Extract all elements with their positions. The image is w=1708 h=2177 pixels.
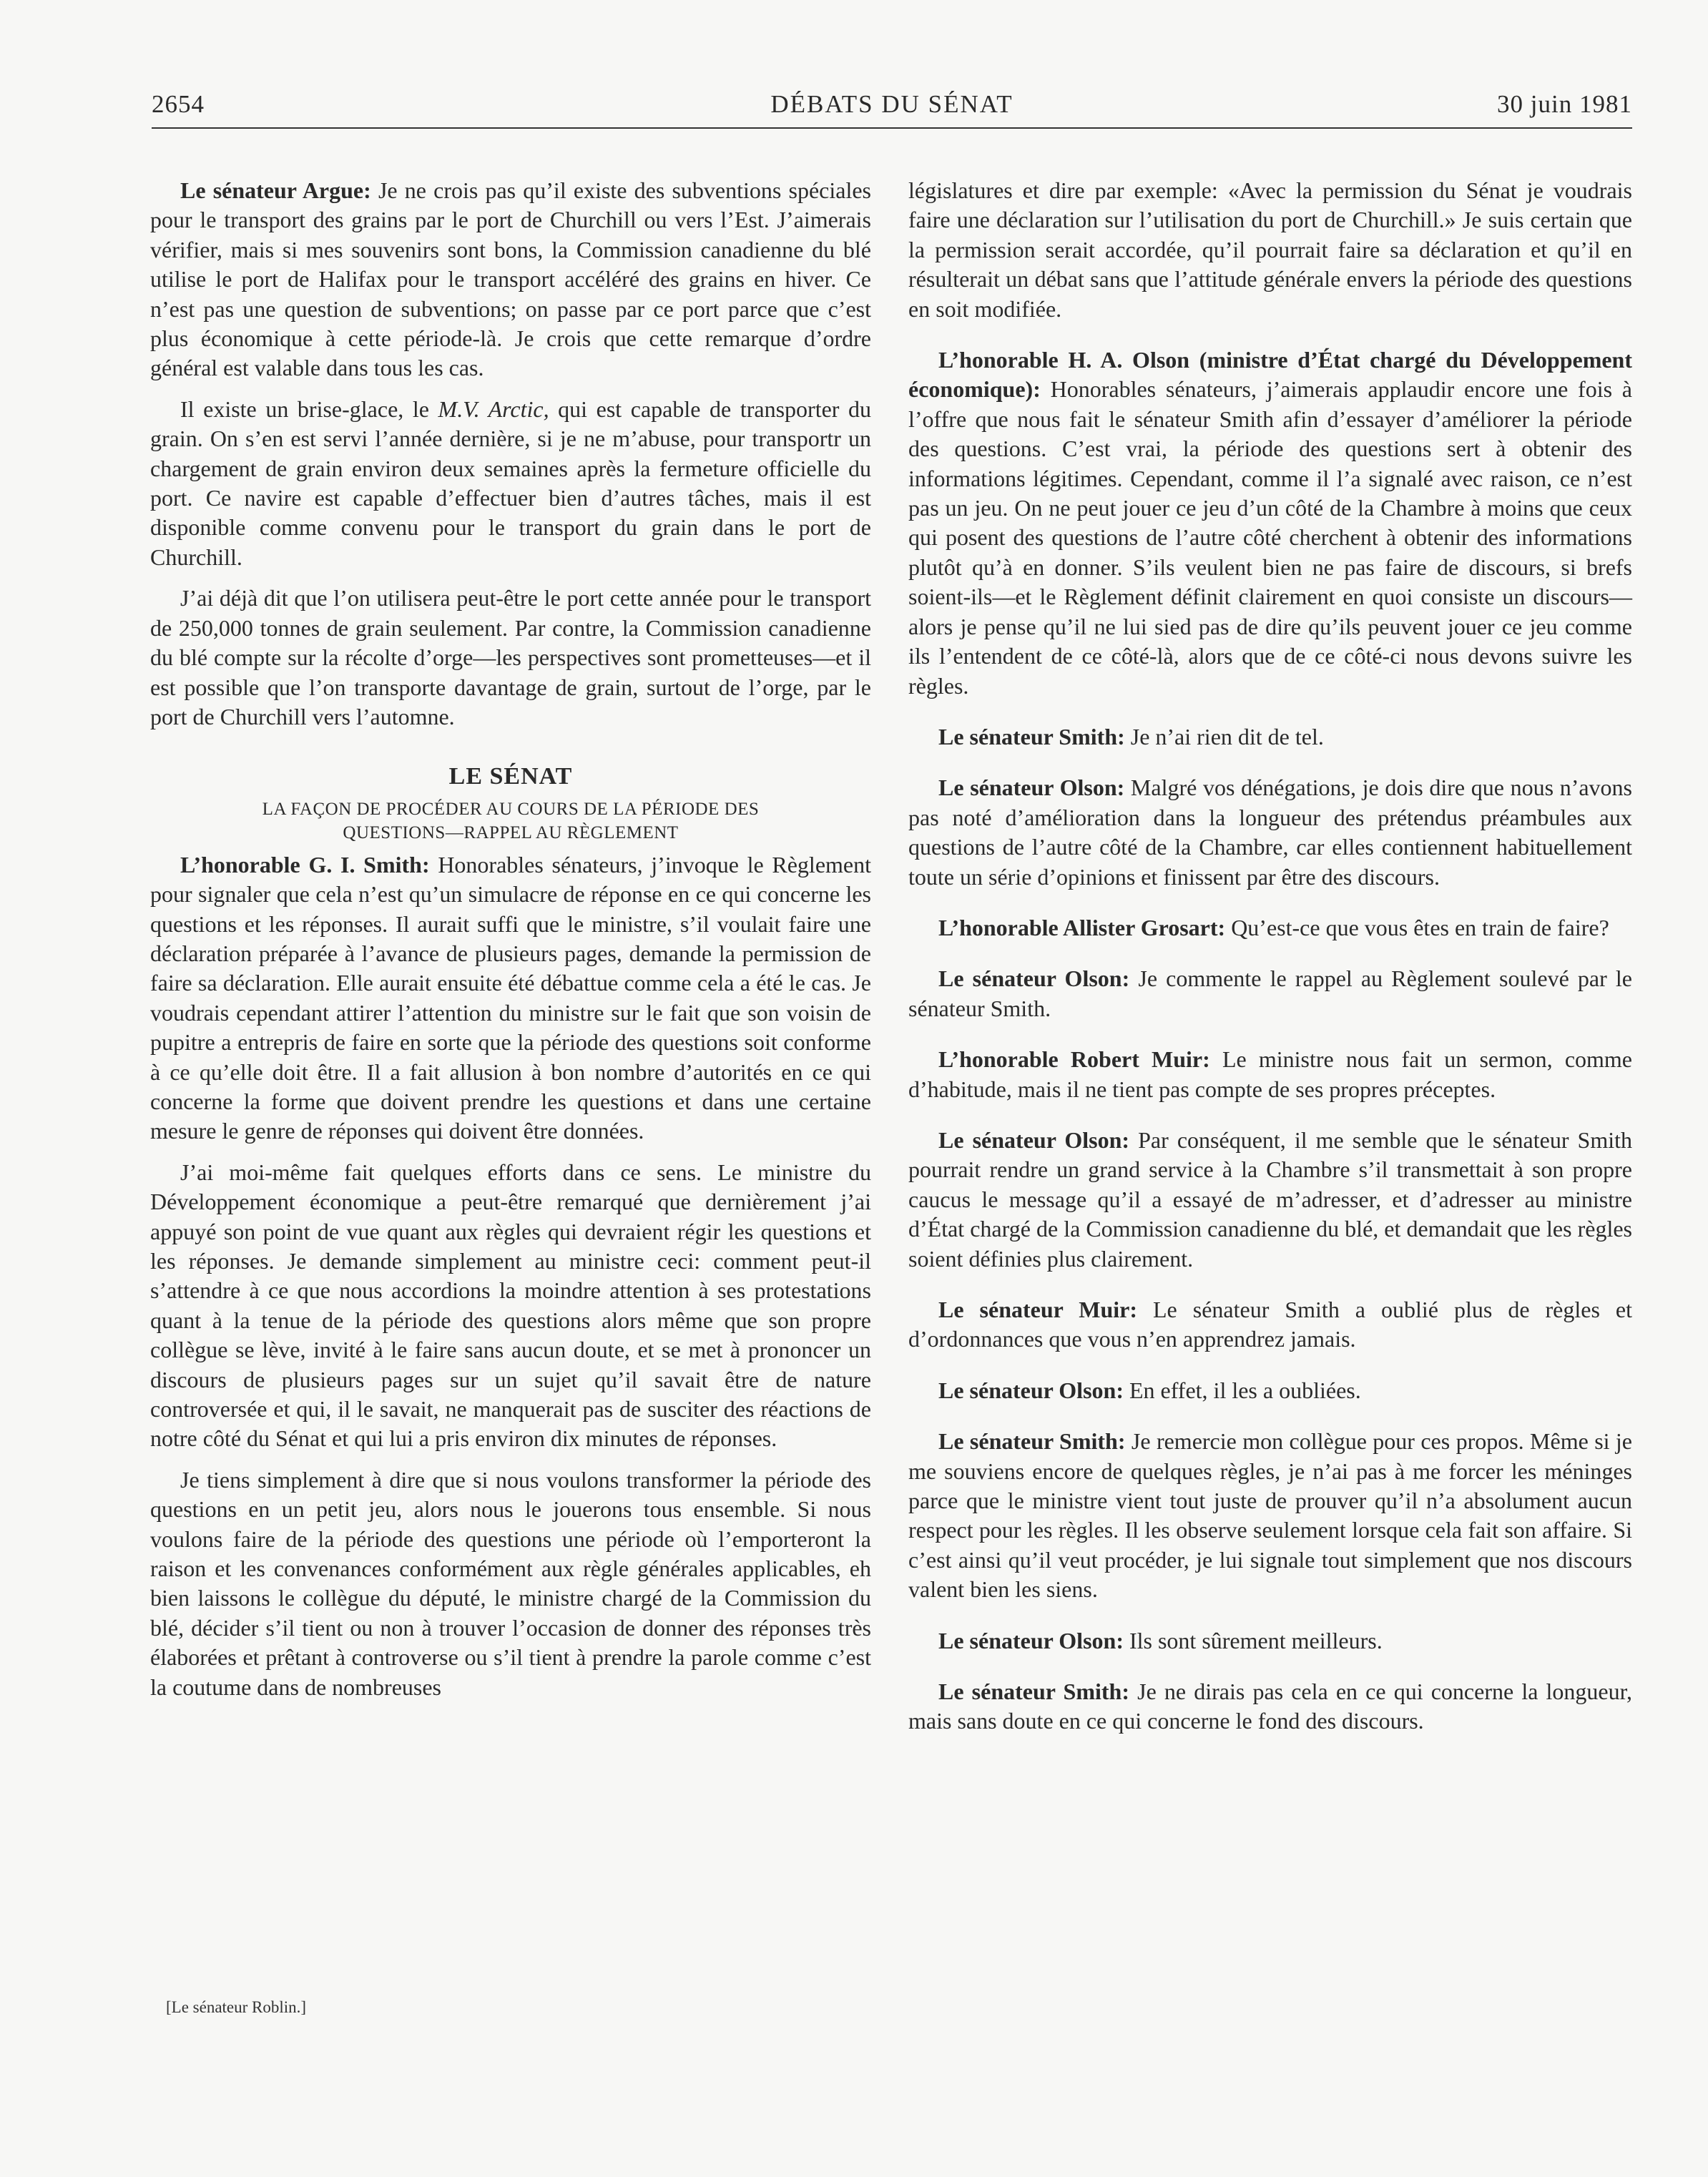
paragraph (908, 1427, 1632, 1604)
speech-text: Je ne crois pas qu’il existe des subventions spéciales pour le transport des grains par le port de Churchill ou vers l’Est. J’aimerais vérifier, mais si mes souvenirs sont bons, la Commission canadienne du blé utilise le port de Halifax pour le transport accéléré des grains en hiver. Ce n’est pas une question de subventions; on passe par ce port parce que c’est plus économique à cette période-là. Je crois que cette remarque d’ordre général est valable dans tous les cas. (150, 177, 872, 381)
speaker-name: Le sénateur Olson: (938, 1377, 1124, 1403)
speaker-name: Le sénateur Olson: (938, 965, 1130, 992)
speech-text: Je n’ai rien dit de tel. (1124, 723, 1324, 750)
speech-text: Le sénateur Smith a oublié plus de règles et d’ordonnances que vous n’en apprendrez jamais. (908, 1297, 1633, 1352)
speaker-name: Le sénateur Muir: (938, 1297, 1138, 1322)
paragraph (150, 850, 871, 1146)
speech-text: Ils sont sûrement meilleurs. (1123, 1627, 1383, 1653)
speaker-name: Le sénateur Smith: (938, 1679, 1129, 1705)
publication-date: 30 juin 1981 (1497, 90, 1632, 118)
speech-text: Je commente le rappel au Règlement soulevé par le sénateur Smith. (908, 965, 1633, 1021)
header-rule (152, 127, 1632, 129)
paragraph: Je tiens simplement à dire que si nous voulons transformer la période des questions en un petit jeu, alors nous le jouerons tous ensemble. Si nous voulons faire de la période des questions une période où l’emporteront la raison et les convenances conformément aux règle générales applicables, eh bien laissons le collègue du député, le ministre chargé de la Commission du blé, décider s’il tient ou non à trouver l’occasion de donner des réponses très élaborées et prêtant à controverse ou s’il tient à prendre la parole comme c’est la coutume dans de nombreuses (150, 1466, 871, 1700)
footnote: [Le sénateur Roblin.] (166, 1998, 307, 2016)
speaker-name: Le sénateur Smith: (938, 1428, 1126, 1455)
speech-text: En effet, il les a oubliées. (1123, 1377, 1361, 1403)
speech-text: Honorables sénateurs, j’aimerais applaudir encore une fois à l’offre que nous fait le sénateur Smith afin d’essayer d’améliorer la période des questions. C’est vrai, la période des questions sert à obtenir des informations légitimes. Cependant, comme il l’a signalé avec raison, ce n’est pas un jeu. On ne peut jouer ce jeu d’un côté de la Chambre à moins que ceux qui posent des questions de l’autre côté cherchent à obtenir des informations plutôt qu’à en donner. S’ils veulent bien ne pas faire de discours, si brefs soient-ils—et le Règlement définit clairement en quoi consiste un discours—alors je pense qu’il ne lui sied pas de dire qu’ils peuvent jouer ce jeu comme ils l’entendent de ce côté-là, alors que de ce côté-ci nous devons suivre les règles. (908, 376, 1632, 699)
speech-text: Malgré vos dénégations, je dois dire que nous n’avons pas noté d’amélioration dans la longueur des prétendus préambules aux questions de l’autre côté de la Chambre, car elles contiennent habituellement toute un série d’opinions et finissent par être des discours. (908, 775, 1633, 890)
paragraph: J’ai déjà dit que l’on utilisera peut-être le port cette année pour le transport de 250,000 tonnes de grain seulement. Par contre, la Commission canadienne du blé compte sur la récolte d’orge—les perspectives sont prometteuses—et il est possible que l’on transporte davantage de grain, surtout de l’orge, par le port de Churchill vers l’automne. (150, 585, 871, 729)
paragraph: J’ai moi-même fait quelques efforts dans ce sens. Le ministre du Développement économique a peut-être remarqué que dernièrement j’ai appuyé son point de vue quant aux règles qui devraient régir les questions et les réponses. Je demande simplement au ministre ceci: comment peut-il s’attendre à ce que nous accordions la moindre attention à ses protestations quant à la tenue de la période des questions alors même que son propre collègue se lève, invité à le faire sans aucun doute, et se met à prononcer un discours de plusieurs pages sur un sujet qu’il savait être de nature controversée et qui, il le savait, ne manquerait pas de susciter des réactions de notre côté du Sénat et qui lui a pris environ dix minutes de réponses. (150, 1159, 871, 1452)
speech-text: Je ne dirais pas cela en ce qui concerne la longueur, mais sans doute en ce qui concerne le fond des discours. (908, 1679, 1632, 1734)
page-number: 2654 (152, 90, 205, 118)
paragraph (908, 1126, 1632, 1274)
publication-title: DÉBATS DU SÉNAT (770, 90, 1013, 118)
paragraph (908, 1626, 1632, 1656)
section-subtitle-line: QUESTIONS—RAPPEL AU RÈGLEMENT (343, 822, 679, 842)
speaker-name: Le sénateur Olson: (938, 1627, 1124, 1653)
paragraph (908, 913, 1632, 943)
paragraph (908, 964, 1632, 1023)
paragraph (150, 395, 871, 572)
speech-text: Le ministre nous fait un sermon, comme d’habitude, mais il ne tient pas compte de ses propres préceptes. (908, 1046, 1633, 1102)
speech-text: Qu’est-ce que vous êtes en train de faire? (1225, 914, 1609, 940)
paragraph (908, 1376, 1632, 1405)
speaker-name: Le sénateur Olson: (938, 775, 1125, 801)
speech-text: qui est capable de transporter du grain. On s’en est servi l’année dernière, si je ne m’abuse, pour transportr un chargement de grain environ deux semaines après la fermeture officielle du port. Ce navire est capable d’effectuer bien d’autres tâches, mais il est disponible comme convenu pour le transport du grain dans le port de Churchill. (150, 395, 872, 570)
paragraph: législatures et dire par exemple: «Avec la permission du Sénat je voudrais faire une déclaration sur l’utilisation du port de Churchill.» Je suis certain que la permission serait accordée, qu’il pourrait faire sa déclaration et qu’il en résulterait un débat sans que l’attitude générale envers la période des questions en soit modifiée. (908, 177, 1632, 322)
paragraph (908, 1295, 1632, 1355)
paragraph (150, 176, 871, 383)
speech-text: Je remercie mon collègue pour ces propos. Même si je me souviens encore de quelques règles, je n’ai pas à me forcer les méninges parce que le ministre vient tout juste de prouver qu’il n’a absolument aucun respect pour les règles. Il les observe seulement lorsque cela fait son affaire. Si c’est ainsi qu’il veut procéder, je lui signale tout simplement que nos discours valent bien les siens. (908, 1428, 1633, 1603)
speaker-name: L’honorable G. I. Smith: (180, 851, 430, 878)
paragraph (908, 345, 1632, 701)
section-subtitle-line: LA FAÇON DE PROCÉDER AU COURS DE LA PÉRIODE DES (262, 799, 760, 819)
speech-text: Honorables sénateurs, j’invoque le Règlement pour signaler que cela n’est qu’un simulacre de réponse en ce qui concerne les questions et les réponses. Il aurait suffi que le ministre, s’il voulait faire une déclaration préparée à l’avance de plusieurs pages, demande la permission de faire sa déclaration. Elle aurait ensuite été débattue comme cela a été le cas. Je voudrais cependant attirer l’attention du ministre sur le fait que son voisin de pupitre a entrepris de faire en sorte que la période des questions soit conforme à ce qu’elle doit être. Il a fait allusion à bon nombre d’autorités en ce qui concerne la forme que doivent prendre les questions et dans une certaine mesure le genre de réponses qui doivent être données. (150, 851, 872, 1144)
section-title: LE SÉNAT (448, 763, 573, 790)
speech-text: Par conséquent, il me semble que le sénateur Smith pourrait rendre un grand service à la Chambre s’il transmettait à son propre caucus le message qu’il a essayé de m’adresser, et d’adresser au ministre d’État chargé de la Commission canadienne du blé, et demandait que les règles soient définies plus clairement. (908, 1126, 1633, 1272)
speaker-name: Le sénateur Smith: (938, 723, 1125, 750)
paragraph (908, 1677, 1632, 1736)
page-header (152, 90, 1632, 126)
speaker-name: L’honorable H. A. Olson (ministre d’État chargé du Développement économique): (908, 347, 1632, 403)
speaker-name: Le sénateur Olson: (938, 1126, 1130, 1153)
paragraph (908, 722, 1632, 752)
paragraph (908, 773, 1632, 892)
speaker-name: L’honorable Robert Muir: (938, 1046, 1210, 1073)
paragraph (908, 1045, 1632, 1104)
speech-text: Il existe un brise-glace, le (180, 395, 438, 422)
section-subtitle (150, 797, 871, 845)
speaker-name: L’honorable Allister Grosart: (938, 914, 1226, 940)
right-column (908, 176, 1632, 1758)
ship-name: M.V. Arctic, (438, 395, 549, 422)
speaker-name: Le sénateur Argue: (180, 177, 371, 203)
left-column (150, 176, 871, 1714)
